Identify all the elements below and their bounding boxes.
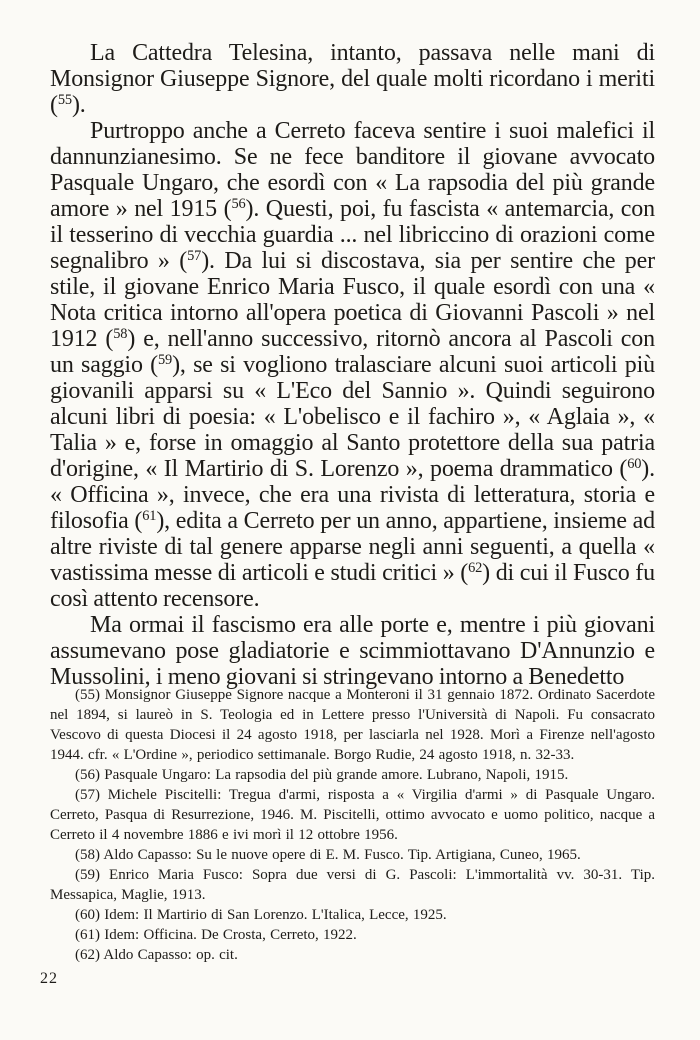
footnote-ref-56: 56	[231, 196, 246, 213]
text-run: ) di cui il Fusco fu così attento recensore.	[50, 560, 656, 612]
footnote-62: (62) Aldo Capasso: op. cit.	[75, 947, 238, 963]
footnote-ref-58: 58	[113, 326, 128, 343]
footnote-ref-59: 59	[157, 352, 173, 369]
text-run: ). « Officina », invece, che era una rivista di letteratura, storia e filosofia (	[50, 456, 655, 534]
footnote-ref-57: 57	[187, 248, 202, 265]
text-run: La Cattedra Telesina, intanto, passava nelle mani di Monsignor Giuseppe Signore, del quale molti ricordano i meriti (	[50, 40, 655, 118]
footnote-56: (56) Pasquale Ungaro: La rapsodia del più grande amore. Lubrano, Napoli, 1915.	[75, 767, 569, 783]
footnote-ref-60: 60	[627, 456, 642, 473]
footnote-58: (58) Aldo Capasso: Su le nuove opere di E. M. Fusco. Tip. Artigiana, Cuneo, 1965.	[75, 847, 581, 863]
footnote-60: (60) Idem: Il Martirio di San Lorenzo. L'Italica, Lecce, 1925.	[75, 907, 447, 923]
text-run: ) e, nell'anno successivo, ritornò ancora al Pascoli con un saggio (	[50, 326, 655, 378]
footnote-ref-62: 62	[468, 560, 483, 577]
paragraph-3: Ma ormai il fascismo era alle porte e, mentre i più giovani assumevano pose gladiatorie e scimmiottavano D'Annunzio e Mussolini, i meno giovani si stringevano intorno a Benedetto	[50, 612, 655, 690]
footnotes	[50, 685, 655, 965]
text-run: ). Questi, poi, fu fascista « antemarcia, con il tesserino di vecchia guardia ... nel libriccino di orazioni come segnalibro » (	[50, 196, 655, 274]
text-run: Purtroppo anche a Cerreto faceva sentire i suoi malefici il dannunzianesimo. Se ne fece banditore il giovane avvocato Pasquale Ungaro, che esordì con « La rapsodia del più grande amore » nel 1915 (	[50, 118, 655, 222]
paragraph-2	[50, 118, 655, 612]
footnote-59: (59) Enrico Maria Fusco: Sopra due versi di G. Pascoli: L'immortalità vv. 30-31. Tip. Messapica, Maglie, 1913.	[50, 867, 655, 903]
footnote-ref-55: 55	[57, 92, 72, 109]
page-number: 22	[40, 970, 58, 987]
text-run: ). Da lui si discostava, sia per sentire che per stile, il giovane Enrico Maria Fusco, il quale esordì con una « Nota critica intorno all'opera poetica di Giovanni Pascoli » nel 1912 (	[50, 248, 655, 352]
footnote-61: (61) Idem: Officina. De Crosta, Cerreto, 1922.	[75, 927, 357, 943]
text-run: ).	[71, 92, 86, 118]
footnote-57: (57) Michele Piscitelli: Tregua d'armi, risposta a « Virgilia d'armi » di Pasquale Ungaro. Cerreto, Pasqua di Resurrezione, 1946. M. Piscitelli, ottimo avvocato e uomo politico, nacque a Cerreto il 4 novembre 1886 e ivi morì il 12 ottobre 1956.	[50, 787, 655, 843]
main-text	[50, 40, 655, 690]
text-run: ), edita a Cerreto per un anno, appartiene, insieme ad altre riviste di tal genere apparse negli anni seguenti, a quella « vastissima messe di articoli e studi critici » (	[50, 508, 655, 586]
footnote-ref-61: 61	[142, 508, 157, 525]
paragraph-1	[50, 40, 655, 118]
footnote-55: (55) Monsignor Giuseppe Signore nacque a Monteroni il 31 gennaio 1872. Ordinato Sacerdote nel 1894, si laureò in S. Teologia ed in Lettere presso l'Università di Napoli. Fu consacrato Vescovo di questa Diocesi il 24 agosto 1918, per lasciarla nel 1928. Morì a Firenze nell'agosto 1944. cfr. « L'Ordine », periodico settimanale. Borgo Rudie, 24 agosto 1918, n. 32-33.	[50, 687, 655, 763]
text-run: ), se si vogliono tralasciare alcuni suoi articoli più giovanili apparsi su « L'Eco del Sannio ». Quindi seguirono alcuni libri di poesia: « L'obelisco e il fachiro », « Aglaia », « Talia » e, forse in omaggio al Santo protettore della sua patria d'origine, « Il Martirio di S. Lorenzo », poema drammatico (	[50, 352, 655, 482]
